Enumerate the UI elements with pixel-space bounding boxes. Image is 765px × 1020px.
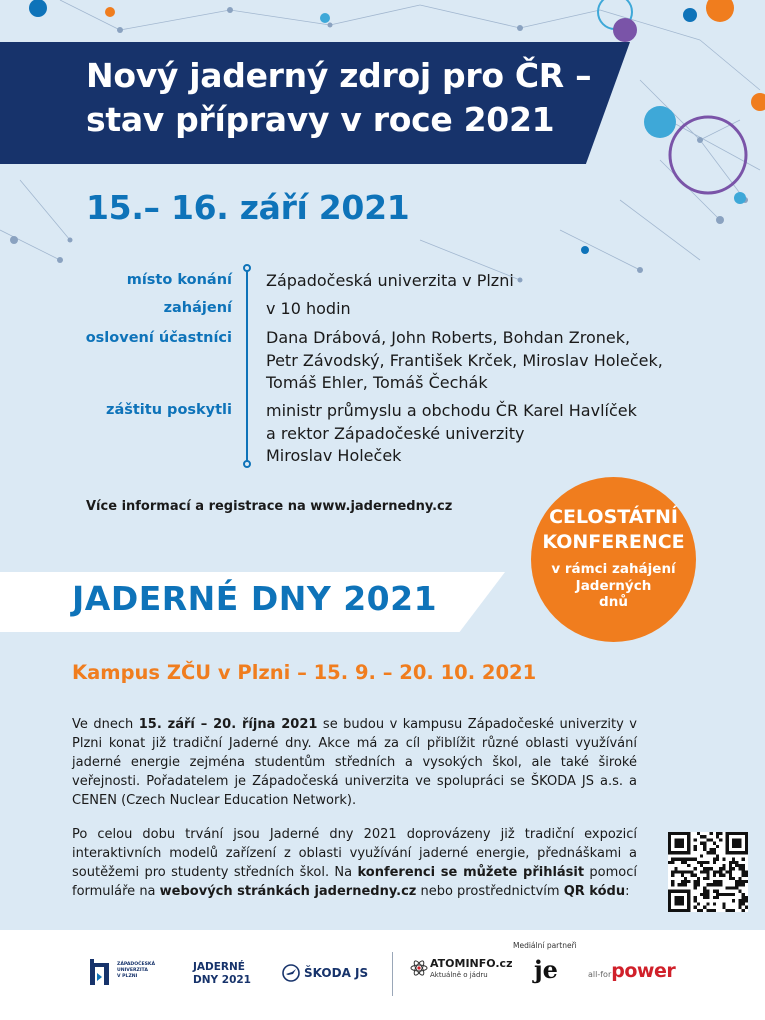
info-label-speakers: oslovení účastníci [85,330,232,346]
badge-sub-line-1: v rámci zahájení [551,561,676,577]
media-partners-label: Mediální partneři [513,941,577,950]
je-logo: je [534,955,558,984]
skoda-js-logo: ŠKODA JS [282,964,368,982]
timeline-dot-icon [243,264,251,272]
badge-sub-line-3: dnů [599,594,628,610]
skoda-arrow-icon [282,964,300,982]
badge-sub-line-2: Jaderných [575,577,652,594]
info-timeline-line [246,268,248,464]
zcu-logo-icon [88,955,112,989]
atom-icon [410,957,428,979]
footer-divider [392,952,393,996]
page-title [86,54,606,142]
jaderne-dny-logo: JADERNÉ DNY 2021 [193,961,251,986]
info-label-venue: místo konání [126,272,232,288]
conference-badge [531,477,696,642]
allforpower-logo: all-forpower [588,960,676,982]
info-value-patronage: ministr průmyslu a obchodu ČR Karel Havlíček a rektor Západočeské univerzity Miroslav Holeček [266,401,637,465]
info-label-patronage: záštitu poskytli [106,402,232,418]
zcu-logo-text: ZÁPADOČESKÁ UNIVERZITA V PLZNI [117,962,156,979]
title-line-1: Nový jaderný zdroj pro ČR – [86,56,592,95]
info-label-opening: zahájení [163,300,232,316]
timeline-dot-icon [243,460,251,468]
website-link[interactable]: webových stránkách jadernedny.cz [159,884,417,899]
badge-title-line-1: CELOSTÁTNÍ [549,506,678,528]
paragraph-program: Po celou dobu trvání jsou Jaderné dny 2021 doprovázeny již tradiční expozicí interaktivních modelů zařízení z oblasti využívání jaderné energie, přednáškami a soutěžemi pro studenty středních škol. Na konferenci se můžete přihlásit pomocí formuláře na webových stránkách jadernedny.cz nebo prostřednictvím QR kódu: [72,827,638,899]
info-value-opening: v 10 hodin [266,299,351,318]
campus-dates-heading: Kampus ZČU v Plzni – 15. 9. – 20. 10. 2021 [72,661,537,684]
title-line-2: stav přípravy v roce 2021 [86,100,555,139]
badge-title-line-2: KONFERENCE [542,531,685,553]
paragraph-intro: Ve dnech 15. září – 20. října 2021 se budou v kampusu Západočeské univerzity v Plzni konat již tradiční Jaderné dny. Akce má za cíl přiblížit různé oblasti využívání jaderné energie zejména studentům středních a vysokých škol, ale také široké veřejnosti. Pořadatelem je Západočeská univerzita ve spolupráci se ŠKODA JS a.s. a CENEN (Czech Nuclear Education Network). [72,717,637,808]
info-value-speakers: Dana Drábová, John Roberts, Bohdan Zronek, Petr Závodský, František Krček, Miroslav Holeček, Tomáš Ehler, Tomáš Čechák [266,328,663,392]
atominfo-logo: ATOMINFO.cz Aktuálně o jádru [410,957,428,983]
info-value-venue: Západočeská univerzita v Plzni [266,271,514,290]
registration-info-link[interactable]: Více informací a registrace na www.jadernedny.cz [86,499,453,514]
event-dates: 15.– 16. září 2021 [86,188,410,227]
qr-code-icon[interactable] [668,832,748,912]
jaderne-dny-heading: JADERNÉ DNY 2021 [72,579,438,618]
